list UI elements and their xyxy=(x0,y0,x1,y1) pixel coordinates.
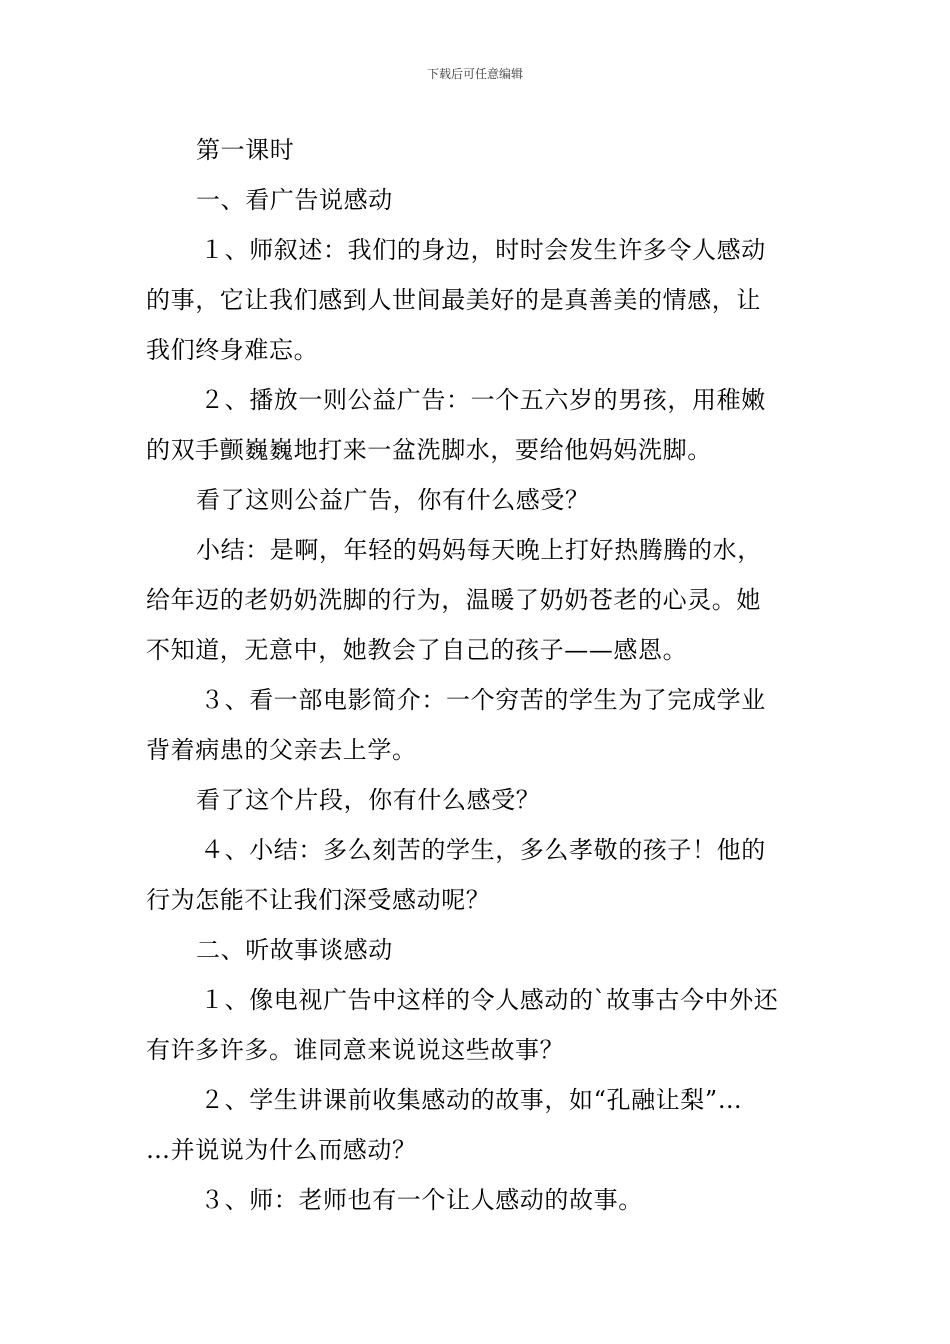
paragraph-line: ４、小结：多么刻苦的学生，多么孝敬的孩子！他的 xyxy=(200,836,766,864)
paragraph-line: １、像电视广告中这样的令人感动的`故事古今中外还 xyxy=(200,986,779,1014)
paragraph-line: １、师叙述：我们的身边，时时会发生许多令人感动 xyxy=(200,236,766,264)
paragraph-line: 背着病患的父亲去上学。 xyxy=(146,736,417,764)
section-heading: 二、听故事谈感动 xyxy=(196,936,393,964)
paragraph-line: 的双手颤巍巍地打来一盆洗脚水，要给他妈妈洗脚。 xyxy=(146,436,712,464)
paragraph-line: 给年迈的老奶奶洗脚的行为，温暖了奶奶苍老的心灵。她 xyxy=(146,586,761,614)
paragraph-line: ３、师：老师也有一个让人感动的故事。 xyxy=(200,1186,643,1214)
paragraph-line: ２、学生讲课前收集感动的故事，如“孔融让梨”… xyxy=(200,1086,743,1114)
paragraph-line: 我们终身难忘。 xyxy=(146,336,319,364)
paragraph-line: 的事，它让我们感到人世间最美好的是真善美的情感，让 xyxy=(146,286,761,314)
paragraph-line: 行为怎能不让我们深受感动呢？ xyxy=(146,886,491,914)
paragraph-line: ３、看一部电影简介：一个穷苦的学生为了完成学业 xyxy=(200,686,766,714)
paragraph-line: 看了这则公益广告，你有什么感受？ xyxy=(196,486,590,514)
paragraph-line: 不知道，无意中，她教会了自己的孩子——感恩。 xyxy=(146,636,688,664)
paragraph-line: 看了这个片段，你有什么感受？ xyxy=(196,786,541,814)
paragraph-line: …并说说为什么而感动？ xyxy=(146,1136,417,1164)
paragraph-line: 有许多许多。谁同意来说说这些故事？ xyxy=(146,1036,565,1064)
section-title: 第一课时 xyxy=(196,136,295,164)
paragraph-line: 小结：是啊，年轻的妈妈每天晚上打好热腾腾的水， xyxy=(196,536,762,564)
section-heading: 一、看广告说感动 xyxy=(196,186,393,214)
page-header: 下载后可任意编辑 xyxy=(426,67,523,81)
paragraph-line: ２、播放一则公益广告：一个五六岁的男孩，用稚嫩 xyxy=(200,386,766,414)
